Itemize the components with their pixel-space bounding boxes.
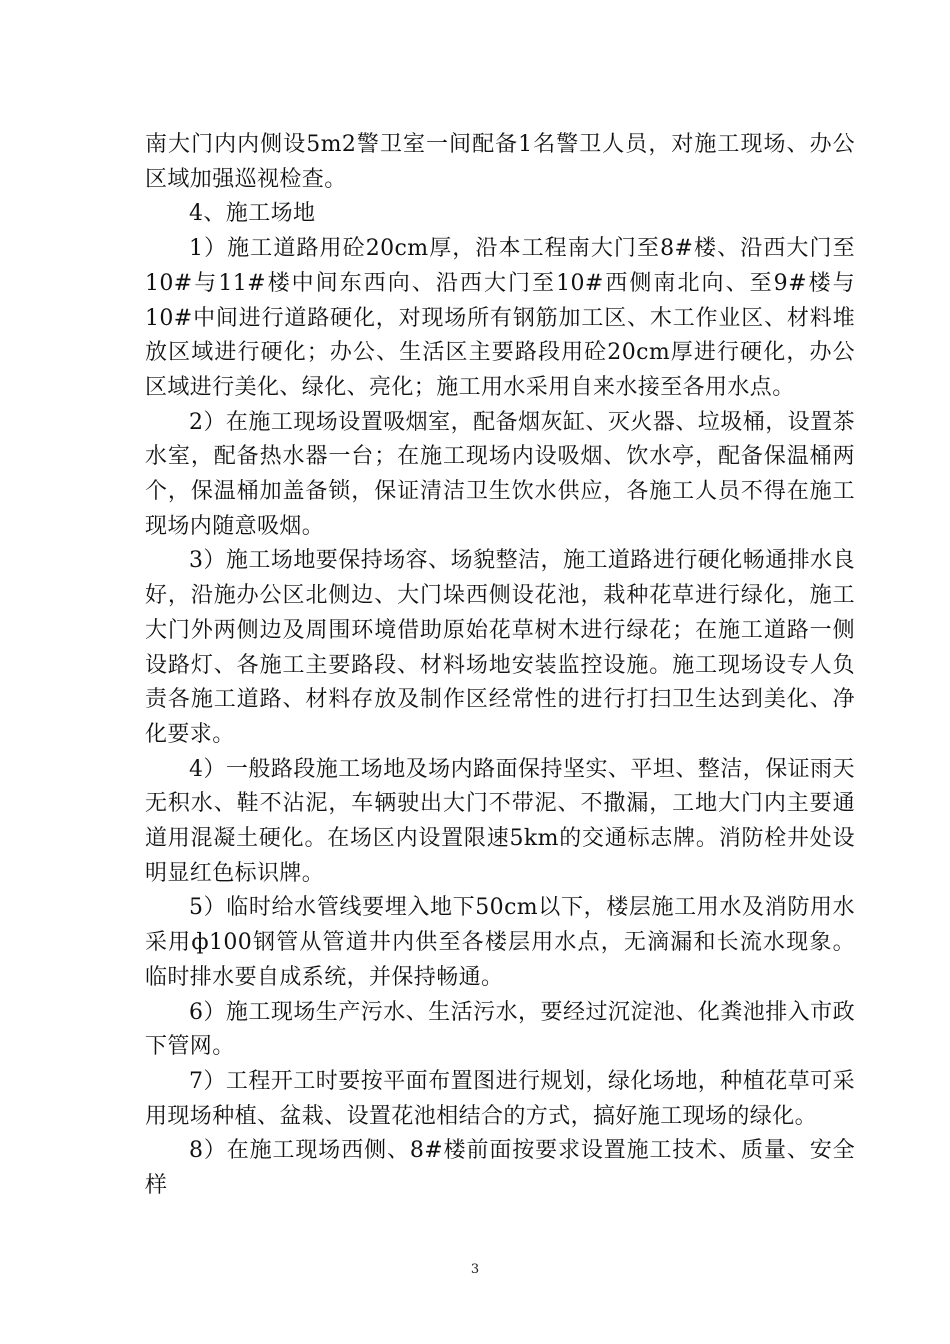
paragraph-item-4-road-surface: 4）一般路段施工场地及场内路面保持坚实、平坦、整洁，保证雨天无积水、鞋不沾泥，车辆驶出大门不带泥、不撒漏，工地大门内主要通道用混凝土硬化。在场区内设置限速5km的交通标志牌。消防栓井处设明显红色标识牌。 bbox=[145, 756, 855, 886]
paragraph-item-7-greening: 7）工程开工时要按平面布置图进行规划，绿化场地，种植花草可采用现场种植、盆栽、设置花池相结合的方式，搞好施工现场的绿化。 bbox=[145, 1068, 855, 1129]
section-heading-construction-site: 4、施工场地 bbox=[189, 201, 316, 227]
paragraph-item-1-roads: 1）施工道路用砼20cm厚，沿本工程南大门至8#楼、沿西大门至10#与11#楼中间东西向、沿西大门至10#西侧南北向、至9#楼与10#中间进行道路硬化，对现场所有钢筋加工区、木工作业区、材料堆放区域进行硬化；办公、生活区主要路段用砼20cm厚进行硬化，办公区域进行美化、绿化、亮化；施工用水采用自来水接至各用水点。 bbox=[145, 236, 855, 400]
paragraph-guard-room: 南大门内内侧设5m2警卫室一间配备1名警卫人员，对施工现场、办公区域加强巡视检查。 bbox=[145, 132, 855, 192]
paragraph-item-6-sewage: 6）施工现场生产污水、生活污水，要经过沉淀池、化粪池排入市政下管网。 bbox=[145, 999, 855, 1060]
page-number: 3 bbox=[470, 1262, 480, 1277]
paragraph-item-2-smoking-room: 2）在施工现场设置吸烟室，配备烟灰缸、灭火器、垃圾桶，设置茶水室，配备热水器一台；在施工现场内设吸烟、饮水亭，配备保温桶两个，保温桶加盖备锁，保证清洁卫生饮水供应，各施工人员不得在施工现场内随意吸烟。 bbox=[145, 409, 855, 539]
paragraph-item-3-site-tidiness: 3）施工场地要保持场容、场貌整洁，施工道路进行硬化畅通排水良好，沿施办公区北侧边、大门垛西侧设花池，栽种花草进行绿化，施工大门外两侧边及周围环境借助原始花草树木进行绿花；在施工道路一侧设路灯、各施工主要路段、材料场地安装监控设施。施工现场设专人负责各施工道路、材料存放及制作区经常性的进行打扫卫生达到美化、净化要求。 bbox=[145, 548, 855, 747]
paragraph-item-8-samples: 8）在施工现场西侧、8#楼前面按要求设置施工技术、质量、安全样 bbox=[145, 1138, 855, 1199]
paragraph-item-5-water-pipes: 5）临时给水管线要埋入地下50cm以下，楼层施工用水及消防用水采用ф100钢管从管道井内供至各楼层用水点，无滴漏和长流水现象。临时排水要自成系统，并保持畅通。 bbox=[145, 895, 855, 990]
document-body bbox=[145, 128, 855, 1204]
